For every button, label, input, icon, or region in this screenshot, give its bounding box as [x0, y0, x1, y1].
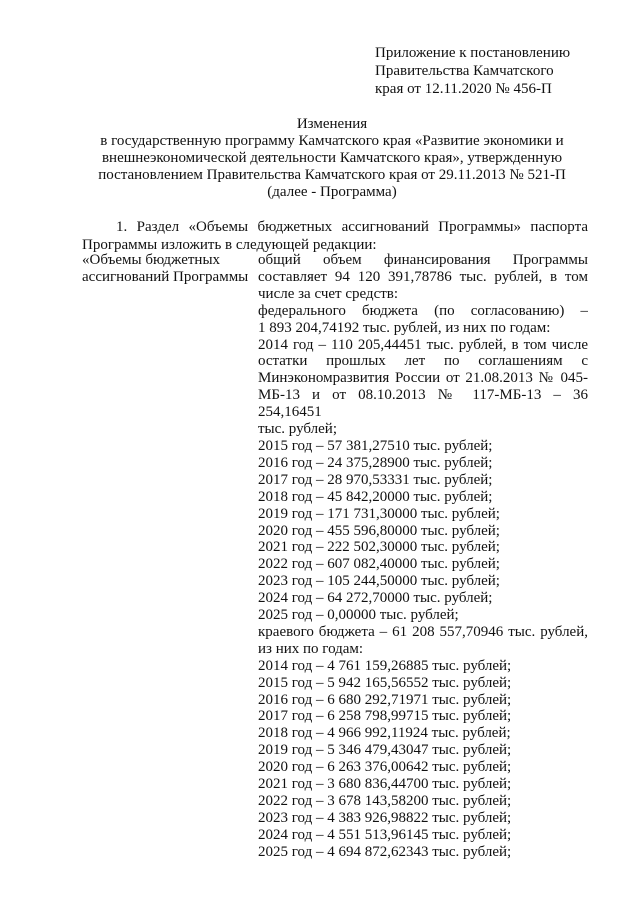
federal-year-line: 2025 год – 0,00000 тыс. рублей;: [258, 607, 459, 624]
regional-year-line: 2016 год – 6 680 292,71971 тыс. рублей;: [258, 691, 512, 708]
paragraph-line: 1. Раздел «Объемы бюджетных ассигнований Программы» паспорта: [116, 219, 588, 235]
federal-year-line: 2021 год – 222 502,30000 тыс. рублей;: [258, 539, 500, 556]
appendix-block: [375, 44, 570, 98]
federal-year-line: 2023 год – 105 244,50000 тыс. рублей;: [258, 573, 500, 590]
regional-year-line: 2019 год – 5 346 479,43047 тыс. рублей;: [258, 742, 512, 759]
funding-line: 1 893 204,74192 тыс. рублей, из них по годам:: [258, 319, 551, 336]
heading-line: (далее - Программа): [267, 184, 397, 200]
funding-line: числе за счет средств:: [258, 285, 399, 302]
heading-title: Изменения: [296, 116, 368, 132]
label-line: «Объемы бюджетных: [82, 252, 221, 268]
federal-year-line: 2016 год – 24 375,28900 тыс. рублей;: [258, 454, 493, 471]
funding-line: 2014 год – 110 205,44451 тыс. рублей, в том числе: [258, 336, 588, 353]
federal-year-line: 2022 год – 607 082,40000 тыс. рублей;: [258, 556, 500, 573]
heading-line: в государственную программу Камчатского края «Развитие экономики и: [100, 133, 564, 149]
funding-line: МБ-13 и от 08.10.2013 № 117-МБ-13 – 36 254,16451: [258, 387, 588, 421]
document-heading: [82, 116, 582, 201]
regional-year-line: 2020 год – 6 263 376,00642 тыс. рублей;: [258, 759, 512, 776]
regional-year-line: 2017 год – 6 258 798,99715 тыс. рублей;: [258, 708, 512, 725]
regional-year-line: 2023 год – 4 383 926,98822 тыс. рублей;: [258, 809, 512, 826]
table-value-cell: [258, 252, 588, 861]
regional-intro-line: краевого бюджета – 61 208 557,70946 тыс. рублей,: [258, 623, 588, 640]
regional-year-line: 2014 год – 4 761 159,26885 тыс. рублей;: [258, 657, 512, 674]
label-line: ассигнований Программы: [82, 268, 249, 285]
funding-line: Минэкономразвития России от 21.08.2013 № 045-: [258, 370, 588, 387]
intro-paragraph: [82, 218, 588, 254]
appendix-line: края от 12.11.2020 № 456-П: [375, 81, 552, 97]
paragraph-line: Программы изложить в следующей редакции:: [82, 237, 377, 253]
regional-year-line: 2024 год – 4 551 513,96145 тыс. рублей;: [258, 826, 512, 843]
regional-intro-line: из них по годам:: [258, 640, 364, 657]
appendix-line: Приложение к постановлению: [375, 45, 571, 61]
table-label-cell: [82, 252, 254, 286]
federal-year-line: 2024 год – 64 272,70000 тыс. рублей;: [258, 590, 493, 607]
heading-line: внешнеэкономической деятельности Камчатского края», утвержденную: [101, 150, 563, 166]
federal-year-line: 2020 год – 455 596,80000 тыс. рублей;: [258, 522, 500, 539]
funding-line: тыс. рублей;: [258, 421, 337, 438]
heading-line: постановлением Правительства Камчатского края от 29.11.2013 № 521-П: [98, 167, 566, 183]
funding-line: остатки прошлых лет по соглашениям с: [258, 353, 588, 370]
regional-year-line: 2018 год – 4 966 992,11924 тыс. рублей;: [258, 725, 511, 742]
funding-line: составляет 94 120 391,78786 тыс. рублей, в том: [258, 268, 588, 285]
regional-year-line: 2022 год – 3 678 143,58200 тыс. рублей;: [258, 793, 512, 809]
funding-line: общий объем финансирования Программы: [258, 252, 588, 268]
appendix-line: Правительства Камчатского: [375, 63, 554, 79]
funding-line: федерального бюджета (по согласованию) –: [258, 302, 588, 319]
regional-year-line: 2025 год – 4 694 872,62343 тыс. рублей;: [258, 843, 512, 860]
federal-year-line: 2018 год – 45 842,20000 тыс. рублей;: [258, 488, 493, 505]
federal-year-line: 2015 год – 57 381,27510 тыс. рублей;: [258, 437, 493, 454]
regional-year-line: 2021 год – 3 680 836,44700 тыс. рублей;: [258, 776, 512, 793]
federal-year-line: 2017 год – 28 970,53331 тыс. рублей;: [258, 471, 493, 488]
federal-year-line: 2019 год – 171 731,30000 тыс. рублей;: [258, 505, 500, 522]
regional-year-line: 2015 год – 5 942 165,56552 тыс. рублей;: [258, 674, 512, 691]
